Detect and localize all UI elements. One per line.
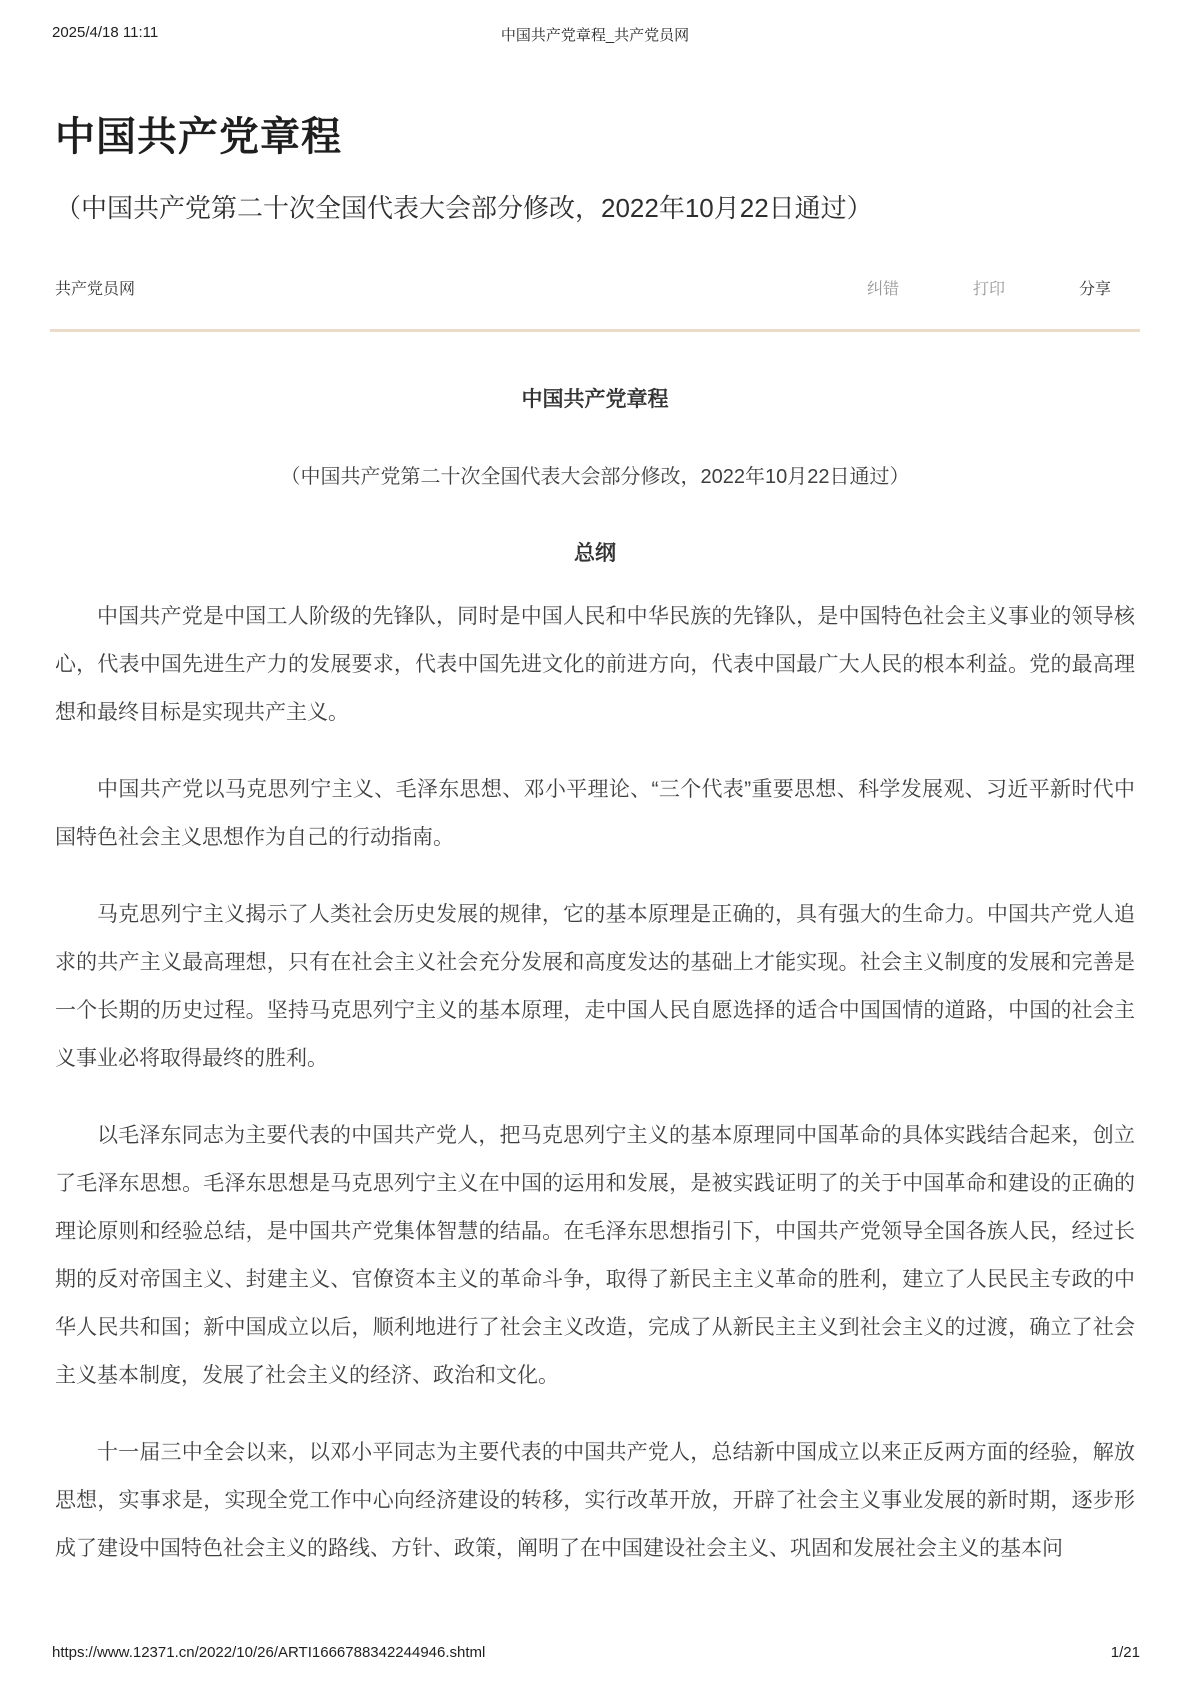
article-paragraph: 中国共产党是中国工人阶级的先锋队，同时是中国人民和中华民族的先锋队，是中国特色社会主义事业的领导核心，代表中国先进生产力的发展要求，代表中国先进文化的前进方向，代表中国最广大人民的根本利益。党的最高理想和最终目标是实现共产主义。 (55, 604, 1135, 724)
section-divider (50, 329, 1140, 332)
print-header (52, 24, 1138, 46)
article-paragraph: 以毛泽东同志为主要代表的中国共产党人，把马克思列宁主义的基本原理同中国革命的具体实践结合起来，创立了毛泽东思想。毛泽东思想是马克思列宁主义在中国的运用和发展，是被实践证明了的关于中国革命和建设的正确的理论原则和经验总结，是中国共产党集体智慧的结晶。在毛泽东思想指引下，中国共产党领导全国各族人民，经过长期的反对帝国主义、封建主义、官僚资本主义的革命斗争，取得了新民主主义革命的胜利，建立了人民民主专政的中华人民共和国；新中国成立以后，顺利地进行了社会主义改造，完成了从新民主主义到社会主义的过渡，确立了社会主义基本制度，发展了社会主义的经济、政治和文化。 (55, 1123, 1135, 1387)
meta-row (55, 276, 1135, 299)
print-url: https://www.12371.cn/2022/10/26/ARTI1666788342244946.shtml (52, 1644, 486, 1661)
correct-link[interactable]: 纠错 (866, 280, 899, 298)
article-paragraph: 马克思列宁主义揭示了人类社会历史发展的规律，它的基本原理是正确的，具有强大的生命力。中国共产党人追求的共产主义最高理想，只有在社会主义社会充分发展和高度发达的基础上才能实现。社会主义制度的发展和完善是一个长期的历史过程。坚持马克思列宁主义的基本原理，走中国人民自愿选择的适合中国国情的道路，中国的社会主义事业必将取得最终的胜利。 (55, 902, 1135, 1070)
share-link[interactable]: 分享 (1078, 280, 1111, 298)
print-doc-title: 中国共产党章程_共产党员网 (500, 27, 690, 44)
page-title: 中国共产党章程 (55, 115, 342, 159)
article-title: 中国共产党章程 (521, 387, 669, 411)
action-links (867, 276, 1135, 299)
article-paragraph: 十一届三中全会以来，以邓小平同志为主要代表的中国共产党人，总结新中国成立以来正反两方面的经验，解放思想，实事求是，实现全党工作中心向经济建设的转移，实行改革开放，开辟了社会主义事业发展的新时期，逐步形成了建设中国特色社会主义的路线、方针、政策，阐明了在中国建设社会主义、巩固和发展社会主义的基本问 (55, 1440, 1135, 1560)
article-section-heading: 总纲 (574, 541, 616, 565)
article (55, 385, 1135, 1573)
source-link[interactable]: 共产党员网 (55, 280, 136, 298)
article-body (55, 593, 1135, 1573)
print-link[interactable]: 打印 (972, 280, 1005, 298)
page-subtitle: （中国共产党第二十次全国代表大会部分修改，2022年10月22日通过） (55, 193, 873, 223)
print-footer (52, 1644, 1140, 1666)
article-paragraph: 中国共产党以马克思列宁主义、毛泽东思想、邓小平理论、“三个代表”重要思想、科学发展观、习近平新时代中国特色社会主义思想作为自己的行动指南。 (55, 777, 1135, 849)
print-page-number: 1/21 (1110, 1644, 1140, 1661)
article-revision-note: （中国共产党第二十次全国代表大会部分修改，2022年10月22日通过） (280, 465, 910, 488)
print-datetime: 2025/4/18 11:11 (52, 24, 159, 41)
